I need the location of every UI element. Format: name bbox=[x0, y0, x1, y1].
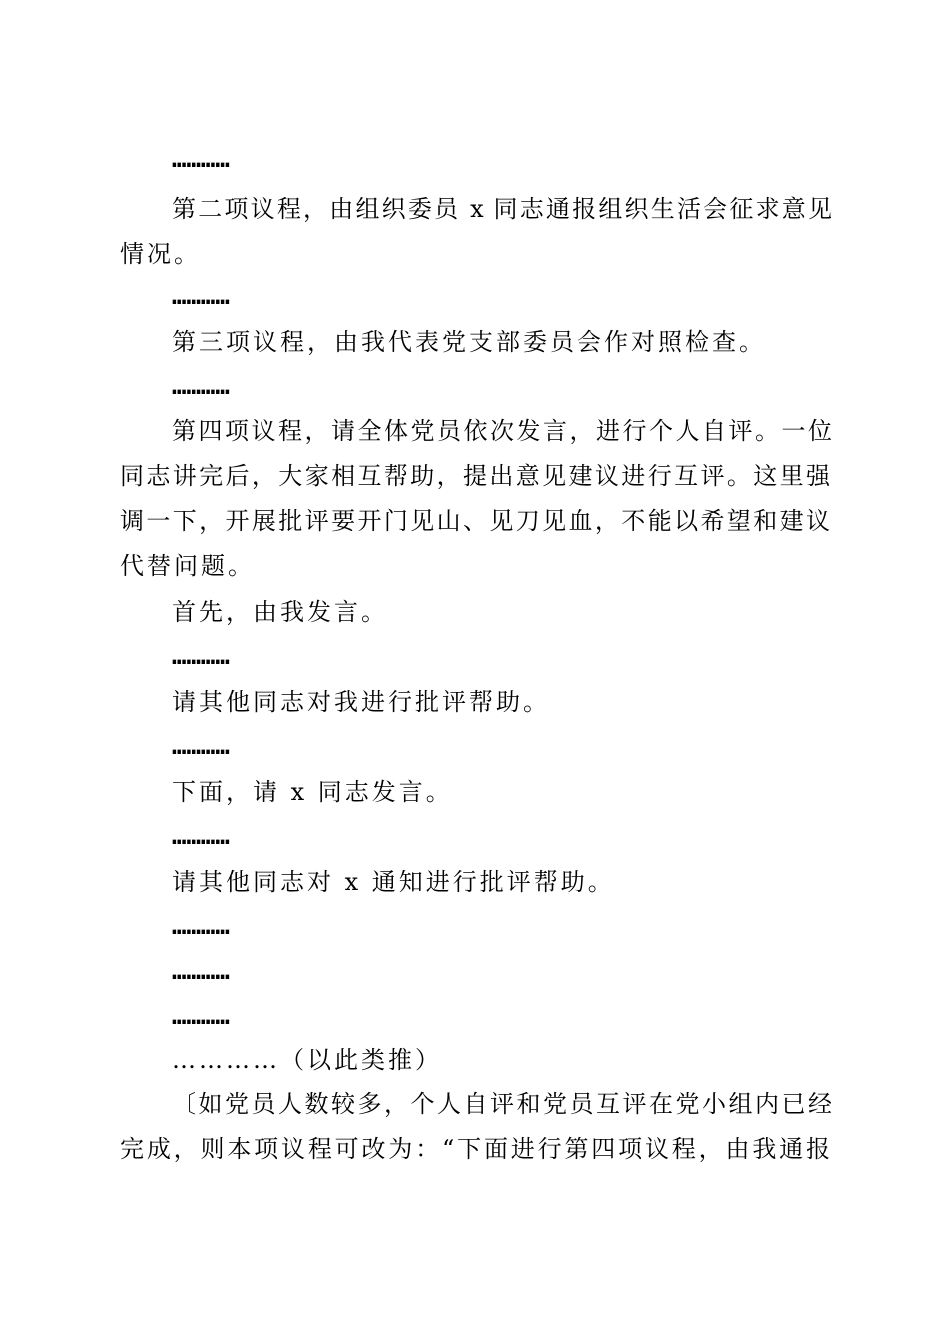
criticism-request-line-2: 请其他同志对 x 通知进行批评帮助。 bbox=[172, 868, 615, 896]
ellipsis-line: ………… bbox=[172, 957, 230, 985]
ellipsis-line: ………… bbox=[172, 1002, 230, 1030]
agenda-item-3: 第三项议程，由我代表党支部委员会作对照检查。 bbox=[172, 328, 766, 356]
next-speaker-line: 下面，请 x 同志发言。 bbox=[172, 778, 453, 806]
note-line-1: 〔如党员人数较多，个人自评和党员互评在党小组内已经 bbox=[172, 1090, 832, 1118]
and-so-on-line: …………（以此类推） bbox=[172, 1046, 442, 1074]
ellipsis-line: ………… bbox=[172, 822, 230, 850]
agenda-item-4-line-1: 第四项议程，请全体党员依次发言，进行个人自评。一位 bbox=[172, 417, 832, 445]
agenda-item-2-line-1: 第二项议程，由组织委员 x 同志通报组织生活会征求意见 bbox=[172, 195, 832, 223]
agenda-item-4-line-2: 同志讲完后，大家相互帮助，提出意见建议进行互评。这里强 bbox=[120, 462, 830, 490]
criticism-request-line: 请其他同志对我进行批评帮助。 bbox=[172, 688, 550, 716]
ellipsis-line: ………… bbox=[172, 145, 230, 173]
first-speaker-line: 首先，由我发言。 bbox=[172, 598, 388, 626]
agenda-item-4-line-4: 代替问题。 bbox=[120, 552, 255, 580]
ellipsis-line: ………… bbox=[172, 372, 230, 400]
ellipsis-line: ………… bbox=[172, 642, 230, 670]
agenda-item-4-line-3: 调一下，开展批评要开门见山、见刀见血，不能以希望和建议 bbox=[120, 507, 830, 535]
ellipsis-line: ………… bbox=[172, 282, 230, 310]
agenda-item-2-line-2: 情况。 bbox=[120, 240, 201, 268]
ellipsis-line: ………… bbox=[172, 732, 230, 760]
ellipsis-line: ………… bbox=[172, 912, 230, 940]
note-line-2: 完成，则本项议程可改为：“下面进行第四项议程，由我通报 bbox=[120, 1135, 830, 1163]
